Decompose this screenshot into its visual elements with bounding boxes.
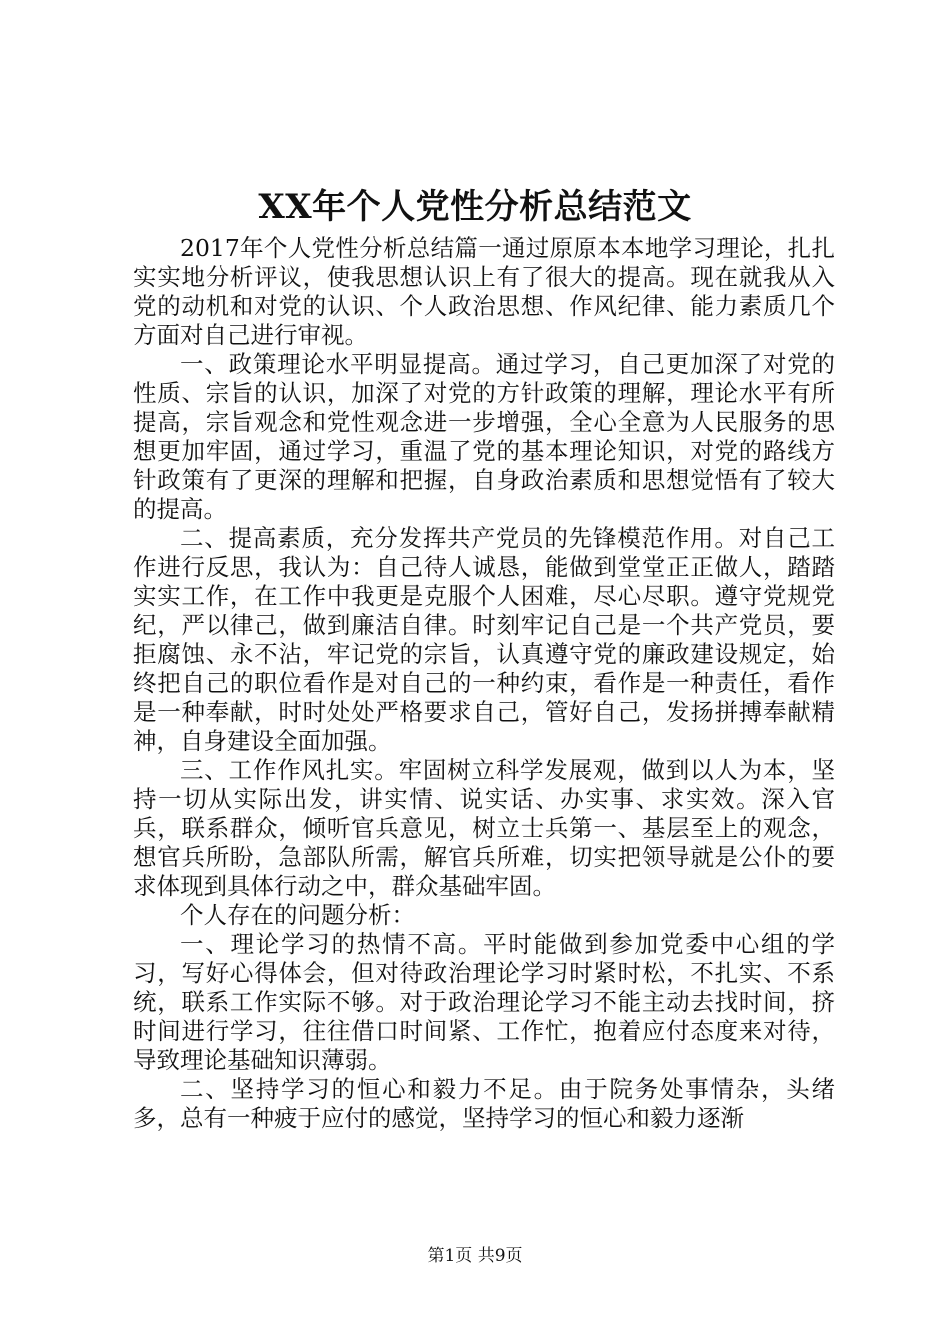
body-paragraph: 三、工作作风扎实。牢固树立科学发展观，做到以人为本，坚持一切从实际出发，讲实情、说实话、办实事、求实效。深入官兵，联系群众，倾听官兵意见，树立士兵第一、基层至上的观念，想官兵所盼，急部队所需，解官兵所难，切实把领导就是公仆的要求体现到具体行动之中，群众基础牢固。: [133, 756, 835, 900]
document-title: XX年个人党性分析总结范文: [258, 187, 692, 227]
body-paragraph: 二、坚持学习的恒心和毅力不足。由于院务处事情杂，头绪多，总有一种疲于应付的感觉，坚持学习的恒心和毅力逐渐: [133, 1075, 835, 1132]
body-paragraph: 一、理论学习的热情不高。平时能做到参加党委中心组的学习，写好心得体会，但对待政治理论学习时紧时松，不扎实、不系统，联系工作实际不够。对于政治理论学习不能主动去找时间，挤时间进行学习，往往借口时间紧、工作忙，抱着应付态度来对待，导致理论基础知识薄弱。: [133, 930, 835, 1074]
body-paragraph: 一、政策理论水平明显提高。通过学习，自己更加深了对党的性质、宗旨的认识，加深了对党的方针政策的理解，理论水平有所提高，宗旨观念和党性观念进一步增强，全心全意为人民服务的思想更加牢固，通过学习，重温了党的基本理论知识，对党的路线方针政策有了更深的理解和把握，自身政治素质和思想觉悟有了较大的提高。: [133, 350, 835, 523]
page-footer: 第1页 共9页: [427, 1246, 523, 1266]
body-paragraph: 二、提高素质，充分发挥共产党员的先锋模范作用。对自己工作进行反思，我认为：自己待人诚恳，能做到堂堂正正做人，踏踏实实工作，在工作中我更是克服个人困难，尽心尽职。遵守党规党纪，严以律己，做到廉洁自律。时刻牢记自己是一个共产党员，要拒腐蚀、永不沾，牢记党的宗旨，认真遵守党的廉政建设规定，始终把自己的职位看作是对自己的一种约束，看作是一种责任，看作是一种奉献，时时处处严格要求自己，管好自己，发扬拼搏奉献精神，自身建设全面加强。: [133, 524, 835, 755]
document-body: [133, 234, 835, 1133]
section-heading: 个人存在的问题分析：: [180, 901, 415, 929]
body-paragraph: 2017年个人党性分析总结篇一通过原原本本地学习理论，扎扎实实地分析评议，使我思想认识上有了很大的提高。现在就我从入党的动机和对党的认识、个人政治思想、作风纪律、能力素质几个方面对自己进行审视。: [133, 234, 835, 349]
